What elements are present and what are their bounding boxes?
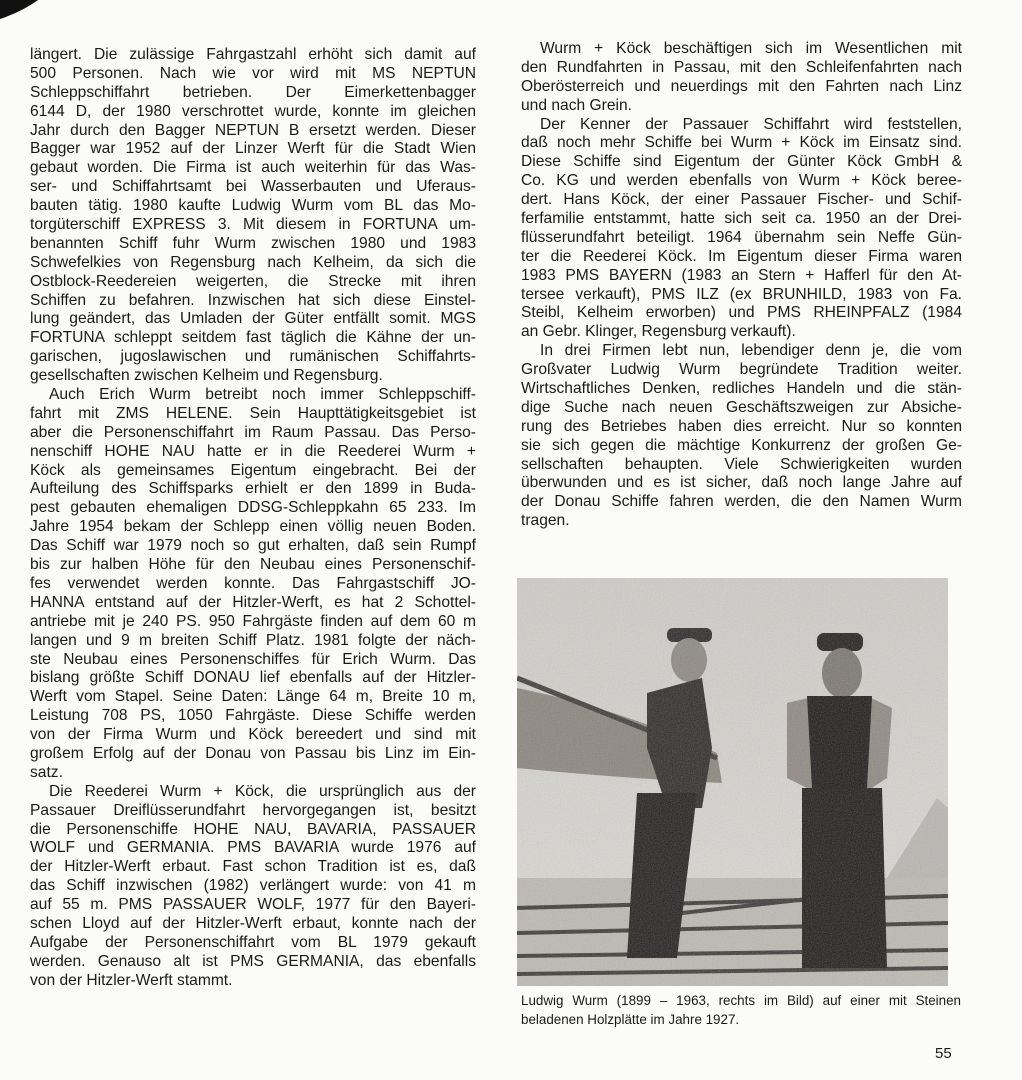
- text-line: ser- und Schiffahrtsamt bei Wasserbauten und Uferaus-: [30, 178, 476, 196]
- scan-edge-shadow: [0, 0, 74, 27]
- text-line: Passauer Dreiflüsserundfahrt hervorgegangen ist, besitzt: [30, 801, 476, 819]
- text-line: Bagger war 1952 auf der Linzer Werft für die Stadt Wien: [30, 140, 476, 158]
- text-line: Oberösterreich und neuerdings mit den Fahrten nach Linz: [521, 77, 962, 95]
- text-line: Diese Schiffe sind Eigentum der Günter Köck GmbH &: [521, 153, 962, 171]
- text-line: von der Hitzler-Werft stammt.: [30, 971, 233, 989]
- text-line: dige Suche nach neuen Geschäftszweigen zur Absiche-: [521, 398, 962, 416]
- text-line: ste Neubau eines Personenschiffes für Erich Wurm. Das: [30, 650, 476, 668]
- text-line: HANNA entstand auf der Hitzler-Werft, es hat 2 Schottel-: [30, 593, 476, 611]
- text-line: der Donau Schiffe fahren werden, die den Namen Wurm: [521, 493, 962, 511]
- text-line: In drei Firmen lebt nun, lebendiger denn je, die vom: [540, 342, 962, 360]
- text-line: werden. Genauso alt ist PMS GERMANIA, das ebenfalls: [30, 952, 476, 970]
- text-line: Die Reederei Wurm + Köck, die ursprünglich aus der: [49, 782, 476, 800]
- text-line: tersee verkauft), PMS ILZ (ex BRUNHILD, 1983 von Fa.: [521, 285, 962, 303]
- left-column: [30, 46, 476, 991]
- text-line: sie sich gegen die mächtige Konkurrenz der großen Ge-: [521, 436, 962, 454]
- text-line: antriebe mit je 240 PS. 950 Fahrgäste finden auf dem 60 m: [30, 612, 476, 630]
- text-line: torgüterschiff EXPRESS 3. Mit diesem in FORTUNA um-: [30, 216, 476, 234]
- text-line: Aufteilung des Schiffsparks erhielt er den 1899 in Buda-: [30, 480, 476, 498]
- text-line: garischen, jugoslawischen und rumänischen Schiffahrts-: [30, 348, 476, 366]
- page-number: 55: [935, 1045, 952, 1062]
- text-line: ter die Reederei Köck. Im Eigentum dieser Firma waren: [521, 247, 962, 265]
- text-line: ferfamilie entstammt, hatte sich seit ca. 1950 an der Drei-: [521, 210, 962, 228]
- text-line: den Rundfahrten in Passau, mit den Schleifenfahrten nach: [521, 58, 962, 76]
- text-line: lung geändert, das Umladen der Güter entfällt somit. MGS: [30, 310, 476, 328]
- text-line: an Gebr. Klinger, Regensburg verkauft).: [521, 323, 796, 341]
- text-line: daß noch mehr Schiffe bei Wurm + Köck im Einsatz sind.: [521, 134, 962, 152]
- text-line: Schleppschiffahrt betrieben. Der Eimerkettenbagger: [30, 83, 476, 101]
- text-line: schen Lloyd auf der Hitzler-Werft erbaut, konnte nach der: [30, 914, 476, 932]
- right-column: [521, 40, 962, 531]
- text-line: Das Schiff war 1979 noch so gut erhalten, daß sein Rumpf: [30, 537, 476, 555]
- text-line: nenschiff HOHE NAU hatte er in die Reederei Wurm +: [30, 442, 476, 460]
- text-line: 500 Personen. Nach wie vor wird mit MS NEPTUN: [30, 64, 476, 82]
- text-line: der Hitzler-Werft erbaut. Fast schon Tradition ist es, daß: [30, 858, 476, 876]
- text-line: Wirtschaftliches Denken, redliches Handeln und die stän-: [521, 380, 962, 398]
- text-line: Co. KG und werden ebenfalls von Wurm + Köck beree-: [521, 172, 962, 190]
- text-line: großem Erfolg auf der Donau von Passau bis Linz im Ein-: [30, 744, 476, 762]
- text-line: von der Firma Wurm und Köck bereedert und sind mit: [30, 726, 476, 744]
- text-line: Werft vom Stapel. Seine Daten: Länge 64 m, Breite 10 m,: [30, 688, 476, 706]
- text-line: auf 55 m. PMS PASSAUER WOLF, 1977 für den Bayeri-: [30, 896, 476, 914]
- text-line: Ostblock-Reedereien weigerten, die Strecke mit ihren: [30, 272, 476, 290]
- text-line: Auch Erich Wurm betreibt noch immer Schleppschiff-: [49, 386, 476, 404]
- text-line: bauten tätig. 1980 kaufte Ludwig Wurm vom BL das Mo-: [30, 197, 476, 215]
- text-line: Schwefelkies von Regensburg nach Kelheim, da sich die: [30, 253, 476, 271]
- text-line: dert. Hans Köck, der einer Passauer Fischer- und Schif-: [521, 191, 962, 209]
- text-line: Wurm + Köck beschäftigen sich im Wesentlichen mit: [540, 40, 962, 57]
- photo-grain: [517, 578, 948, 986]
- caption-line: beladenen Holzplätte im Jahre 1927.: [521, 1011, 740, 1027]
- text-line: gebaut worden. Die Firma ist auch weiterhin für das Was-: [30, 159, 476, 177]
- text-line: benannten Schiff fuhr Wurm zwischen 1980 und 1983: [30, 234, 476, 252]
- text-line: sellschaften behaupten. Viele Schwierigkeiten wurden: [521, 455, 962, 473]
- text-line: pest gebauten ehemaligen DDSG-Schleppkahn 65 233. Im: [30, 499, 476, 517]
- text-line: Aufgabe der Personenschiffahrt vom BL 1979 gekauft: [30, 933, 476, 951]
- text-line: 6144 D, der 1980 verschrottet wurde, konnte im gleichen: [30, 102, 476, 120]
- photo-caption: [521, 992, 961, 1030]
- text-line: fahrt mit ZMS HELENE. Sein Haupttätigkeitsgebiet ist: [30, 404, 476, 422]
- text-line: 1983 PMS BAYERN (1983 an Stern + Hafferl für den At-: [521, 266, 962, 284]
- text-line: gesellschaften zwischen Kelheim und Regensburg.: [30, 367, 383, 385]
- text-line: Leistung 708 PS, 1050 Fahrgäste. Diese Schiffe werden: [30, 707, 476, 725]
- text-line: Steibl, Kelheim erworben) und PMS RHEINPFALZ (1984: [521, 304, 962, 322]
- text-line: Schiffen zu befahren. Inzwischen hat sich diese Einstel-: [30, 291, 476, 309]
- photo-illustration: [517, 578, 948, 986]
- text-line: rung des Betriebes haben dies erreicht. Nur so konnten: [521, 417, 962, 435]
- text-line: und nach Grein.: [521, 96, 632, 114]
- text-line: das Schiff inzwischen (1982) verlängert wurde: von 41 m: [30, 877, 476, 895]
- text-line: Der Kenner der Passauer Schiffahrt wird feststellen,: [540, 115, 962, 133]
- text-line: bis zur halben Höhe für den Neubau eines Personenschif-: [30, 556, 476, 574]
- text-line: fes verwendet werden konnte. Das Fahrgastschiff JO-: [30, 574, 476, 592]
- text-line: FORTUNA schleppt seitdem fast täglich die Kähne der un-: [30, 329, 476, 347]
- historical-photo: [517, 578, 948, 986]
- text-line: satz.: [30, 763, 63, 781]
- text-line: flüsserundfahrt beteiligt. 1964 übernahm sein Neffe Gün-: [521, 228, 962, 246]
- text-line: Köck als gemeinsames Eigentum eingebracht. Bei der: [30, 461, 476, 479]
- text-line: überwunden und es ist sicher, daß noch lange Jahre auf: [521, 474, 962, 492]
- text-line: langen und 9 m breiten Schiff Platz. 1981 folgte der näch-: [30, 631, 476, 649]
- caption-line: Ludwig Wurm (1899 – 1963, rechts im Bild) auf einer mit Steinen: [521, 993, 961, 1008]
- text-line: Großvater Ludwig Wurm begründete Tradition weiter.: [521, 361, 962, 379]
- text-line: Jahre 1954 bekam der Schlepp einen völlig neuen Boden.: [30, 518, 476, 536]
- text-line: tragen.: [521, 512, 570, 530]
- text-line: die Personenschiffe HOHE NAU, BAVARIA, PASSAUER: [30, 820, 476, 838]
- text-line: längert. Die zulässige Fahrgastzahl erhöht sich damit auf: [30, 46, 476, 63]
- text-line: aber die Personenschiffahrt im Raum Passau. Das Perso-: [30, 423, 476, 441]
- text-line: Jahr durch den Bagger NEPTUN B ersetzt werden. Dieser: [30, 121, 476, 139]
- text-line: bislang größte Schiff DONAU lief ebenfalls auf der Hitzler-: [30, 669, 476, 687]
- text-line: WOLF und GERMANIA. PMS BAVARIA wurde 1976 auf: [30, 839, 476, 857]
